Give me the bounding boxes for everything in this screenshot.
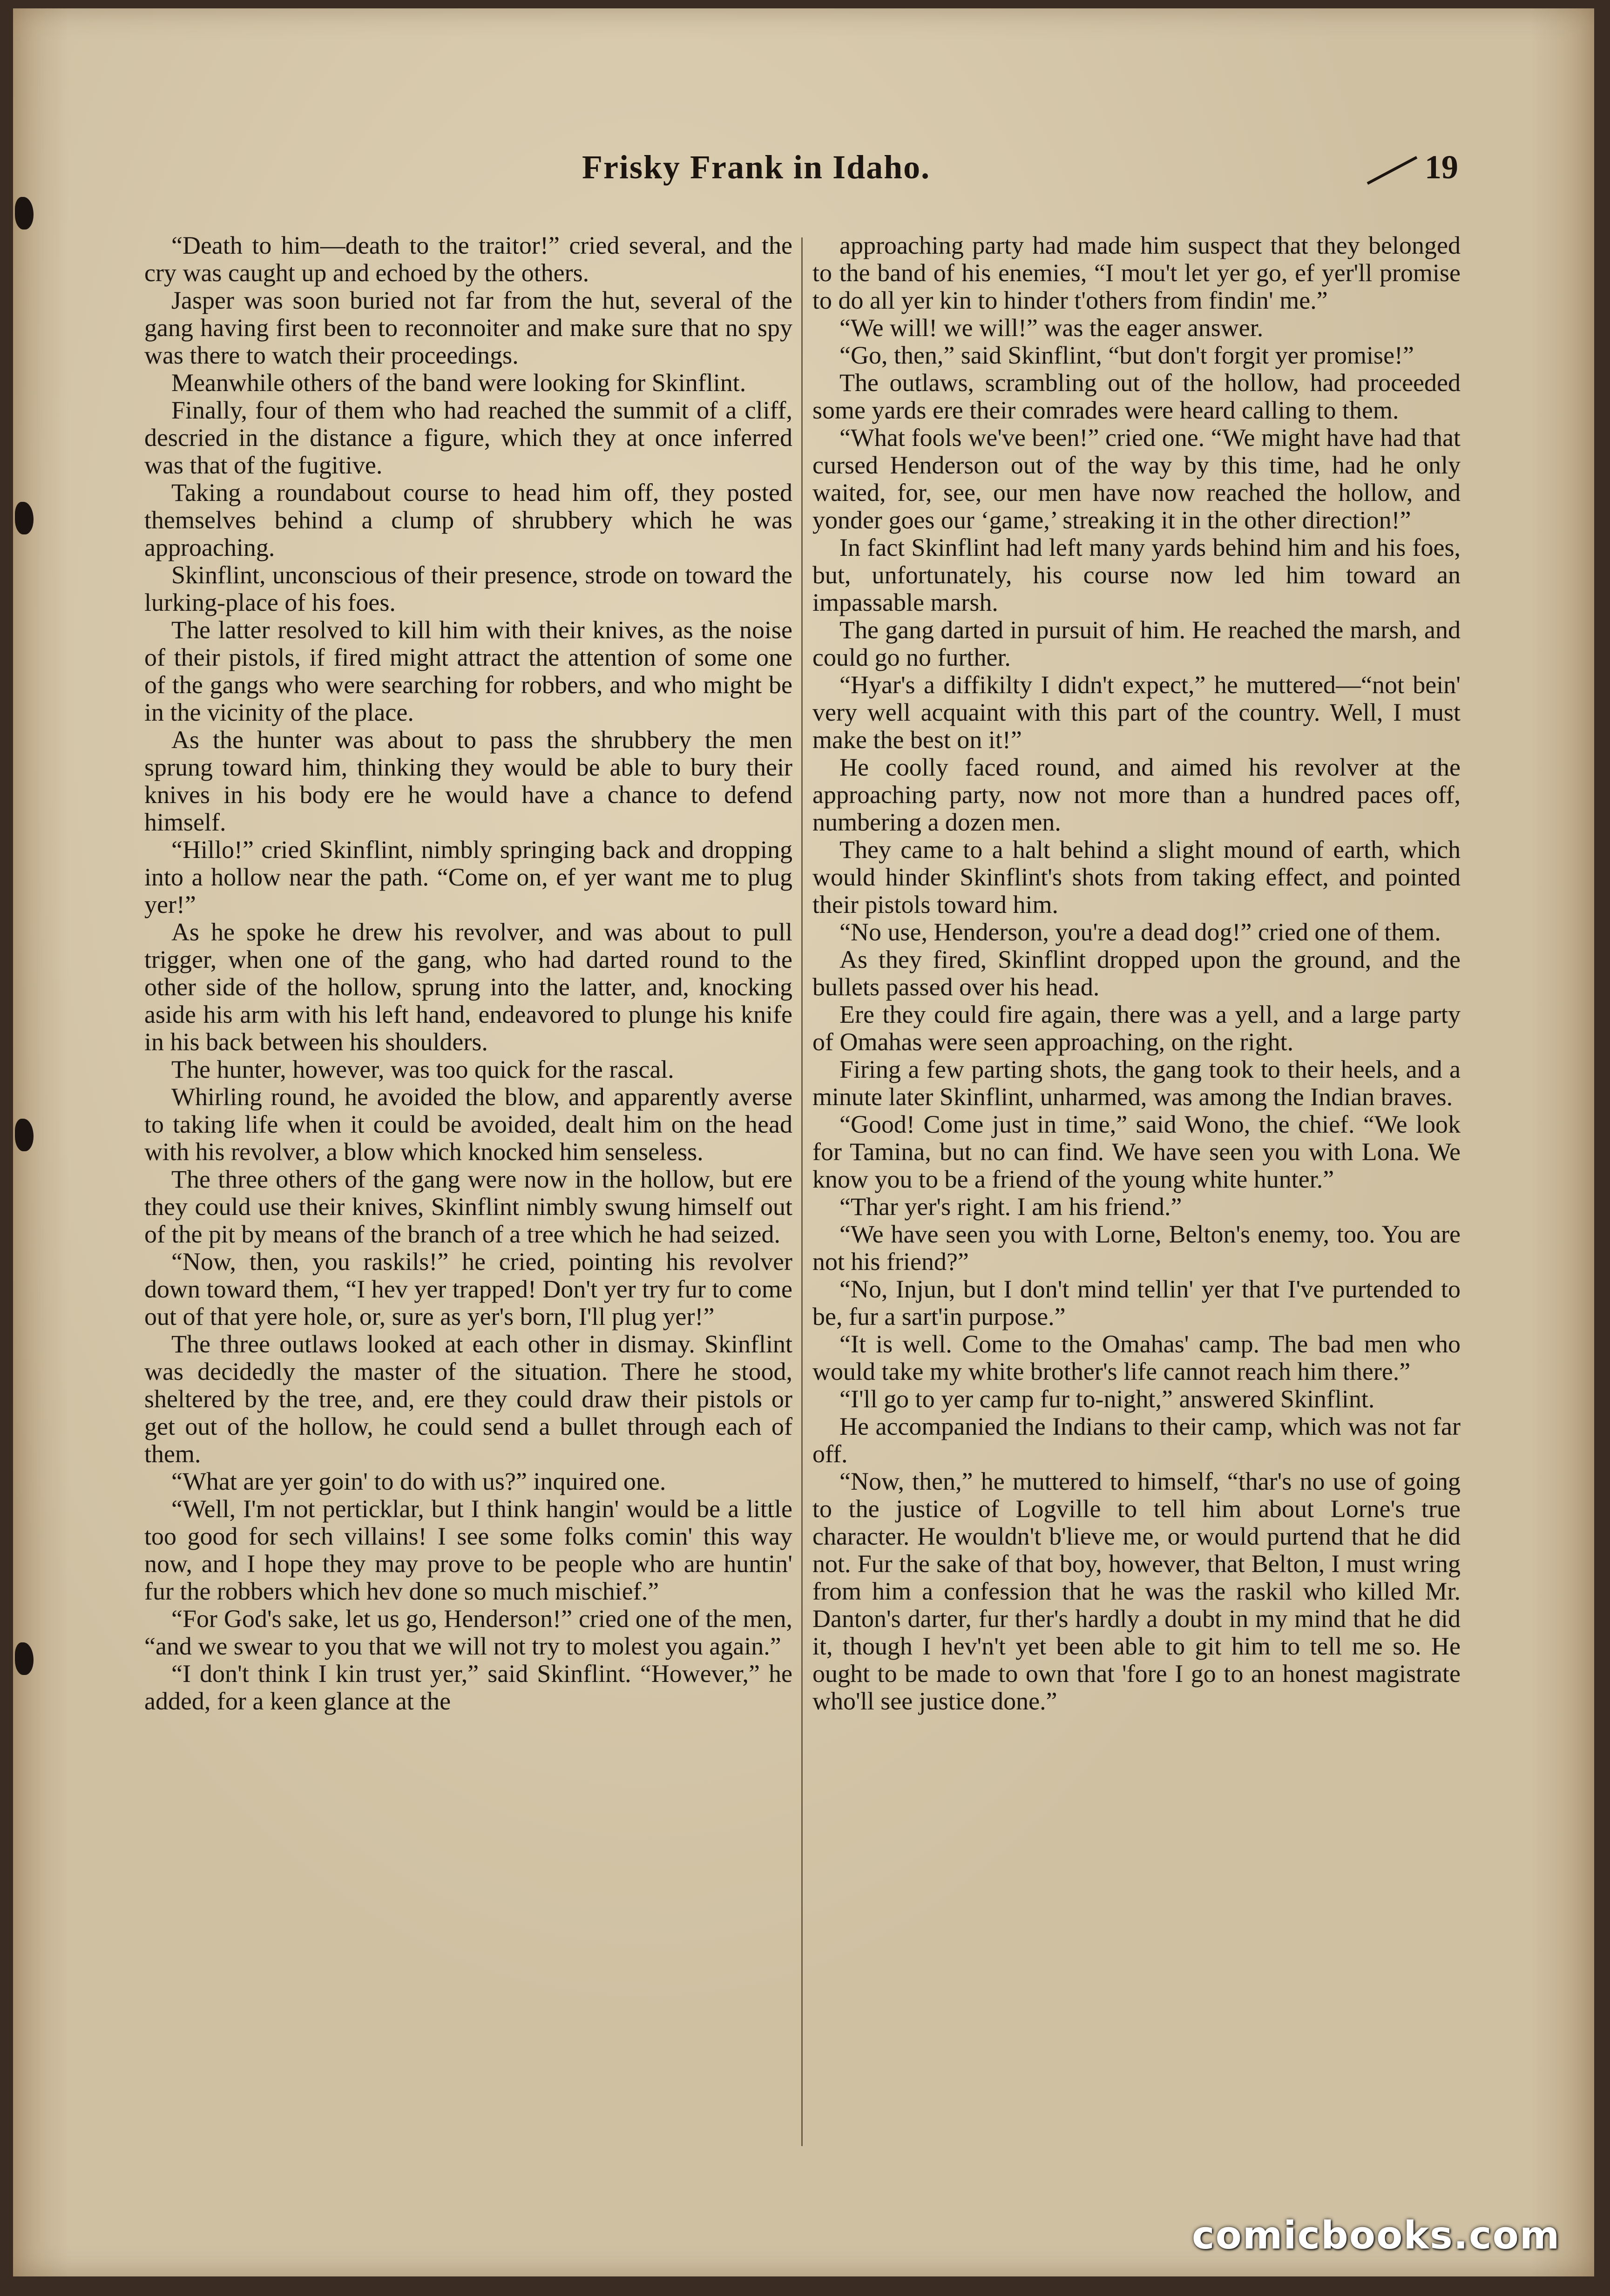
paragraph: “I'll go to yer camp fur to-night,” answered Skinflint. [839, 1385, 1375, 1413]
paragraph: The three outlaws looked at each other in dismay. Skinflint was decidedly the master of the situation. There he stood, sheltered by the tree, and, ere they could draw their pistols or get out of the hollow, he could send a bullet through each of them. [144, 1330, 792, 1468]
paragraph: “We will! we will!” was the eager answer. [839, 314, 1264, 342]
paragraph: “Hillo!” cried Skinflint, nimbly springing back and dropping into a hollow near the path. “Come on, ef yer want me to plug yer!” [144, 836, 792, 918]
paragraph: “For God's sake, let us go, Henderson!” cried one of the men, “and we swear to you that we will not try to molest you again.” [144, 1605, 792, 1660]
paragraph: “Thar yer's right. I am his friend.” [839, 1193, 1182, 1221]
paragraph: In fact Skinflint had left many yards behind him and his foes, but, unfortunately, his course now led him toward an impassable marsh. [812, 533, 1461, 616]
paragraph: The hunter, however, was too quick for the rascal. [171, 1055, 674, 1083]
page-number-flourish [1367, 156, 1418, 185]
paragraph: He coolly faced round, and aimed his revolver at the approaching party, now not more than a hundred paces off, numbering a dozen men. [812, 753, 1461, 836]
binding-hole [15, 1119, 34, 1151]
paragraph: Taking a roundabout course to head him off, they posted themselves behind a clump of shrubbery which he was approaching. [144, 479, 792, 561]
paragraph: As the hunter was about to pass the shrubbery the men sprung toward him, thinking they would be able to bury their knives in his body ere he would have a chance to defend himself. [144, 726, 792, 836]
page-number-text: 19 [1425, 149, 1458, 186]
page-number [1364, 148, 1458, 187]
paragraph: “We have seen you with Lorne, Belton's enemy, too. You are not his friend?” [812, 1220, 1461, 1276]
paragraph: Finally, four of them who had reached the summit of a cliff, descried in the distance a figure, which they at once inferred was that of the fugitive. [144, 396, 792, 479]
binding-hole [15, 502, 34, 534]
column-divider [801, 237, 803, 2146]
paragraph: Firing a few parting shots, the gang took to their heels, and a minute later Skinflint, unharmed, was among the Indian braves. [812, 1055, 1461, 1111]
right-text-column [812, 232, 1461, 1715]
paragraph: He accompanied the Indians to their camp, which was not far off. [812, 1412, 1461, 1468]
paragraph: “No use, Henderson, you're a dead dog!” cried one of them. [839, 918, 1441, 946]
paragraph: “Well, I'm not perticklar, but I think hangin' would be a little too good for sech villains! I see some folks comin' this way now, and I hope they may prove to be people who are huntin' fur the robbers which hev done so much mischief.” [144, 1495, 792, 1605]
paragraph: “No, Injun, but I don't mind tellin' yer that I've purtended to be, fur a sart'in purpose.” [812, 1275, 1461, 1330]
paragraph: “It is well. Come to the Omahas' camp. The bad men who would take my white brother's life cannot reach him there.” [812, 1330, 1461, 1385]
paragraph: “Go, then,” said Skinflint, “but don't forgit yer promise!” [839, 341, 1414, 369]
left-text-column [144, 232, 792, 1715]
paragraph: They came to a halt behind a slight mound of earth, which would hinder Skinflint's shots from taking effect, and pointed their pistols toward him. [812, 836, 1461, 918]
paragraph: Skinflint, unconscious of their presence, strode on toward the lurking-place of his foes. [144, 561, 792, 616]
paragraph: As he spoke he drew his revolver, and was about to pull trigger, when one of the gang, who had darted round to the other side of the hollow, sprung into the latter, and, knocking aside his arm with his left hand, endeavored to plunge his knife in his back between his shoulders. [144, 918, 792, 1056]
paragraph: The three others of the gang were now in the hollow, but ere they could use their knives, Skinflint nimbly swung himself out of the pit by means of the branch of a tree which he had seized. [144, 1165, 792, 1248]
paragraph: “I don't think I kin trust yer,” said Skinflint. “However,” he added, for a keen glance at the [144, 1660, 792, 1715]
paragraph: Jasper was soon buried not far from the hut, several of the gang having first been to reconnoiter and make sure that no spy was there to watch their proceedings. [144, 286, 792, 369]
paragraph: Meanwhile others of the band were looking for Skinflint. [171, 369, 746, 397]
watermark: comicbooks.com [1192, 2214, 1561, 2258]
paragraph: Whirling round, he avoided the blow, and apparently averse to taking life when it could be avoided, dealt him on the head with his revolver, a blow which knocked him senseless. [144, 1083, 792, 1166]
paragraph: “Death to him—death to the traitor!” cried several, and the cry was caught up and echoed by the others. [144, 231, 792, 287]
paragraph: “What are yer goin' to do with us?” inquired one. [171, 1467, 666, 1495]
paragraph: The gang darted in pursuit of him. He reached the marsh, and could go no further. [812, 616, 1461, 671]
paragraph: “Hyar's a diffikilty I didn't expect,” he muttered—“not bein' very well acquaint with this part of the country. Well, I must make the best on it!” [812, 671, 1461, 754]
binding-hole [15, 197, 34, 230]
paragraph: As they fired, Skinflint dropped upon the ground, and the bullets passed over his head. [812, 945, 1461, 1001]
running-head: Frisky Frank in Idaho. [582, 149, 931, 186]
paragraph: “What fools we've been!” cried one. “We might have had that cursed Henderson out of the way by this time, had he only waited, for, see, our men have now reached the hollow, and yonder goes our ‘game,’ streaking it in the other direction!” [812, 424, 1461, 534]
binding-hole [15, 1642, 34, 1675]
paragraph: “Now, then, you raskils!” he cried, pointing his revolver down toward them, “I hev yer trapped! Don't yer try fur to come out of that yere hole, or, sure as yer's born, I'll plug yer!” [144, 1248, 792, 1330]
paragraph: approaching party had made him suspect that they belonged to the band of his enemies, “I mou't let yer go, ef yer'll promise to do all yer kin to hinder t'others from findin' me.” [812, 231, 1461, 314]
paragraph: “Good! Come just in time,” said Wono, the chief. “We look for Tamina, but no can find. We have seen you with Lona. We know you to be a friend of the young white hunter.” [812, 1110, 1461, 1193]
paragraph: The latter resolved to kill him with their knives, as the noise of their pistols, if fired might attract the attention of some one of the gangs who were searching for robbers, and who might be in the vicinity of the place. [144, 616, 792, 726]
paragraph: “Now, then,” he muttered to himself, “thar's no use of going to the justice of Logville to tell him about Lorne's true character. He wouldn't b'lieve me, or would purtend that he did not. Fur the sake of that boy, however, that Belton, I must wring from him a confession that he was the raskil who killed Mr. Danton's darter, fur ther's hardly a doubt in my mind that he did it, though I hev'n't yet been able to git him to tell me so. He ought to be made to own that 'fore I go to an honest magistrate who'll see justice done.” [812, 1467, 1461, 1715]
paragraph: Ere they could fire again, there was a yell, and a large party of Omahas were seen approaching, on the right. [812, 1000, 1461, 1056]
paragraph: The outlaws, scrambling out of the hollow, had proceeded some yards ere their comrades were heard calling to them. [812, 369, 1461, 424]
